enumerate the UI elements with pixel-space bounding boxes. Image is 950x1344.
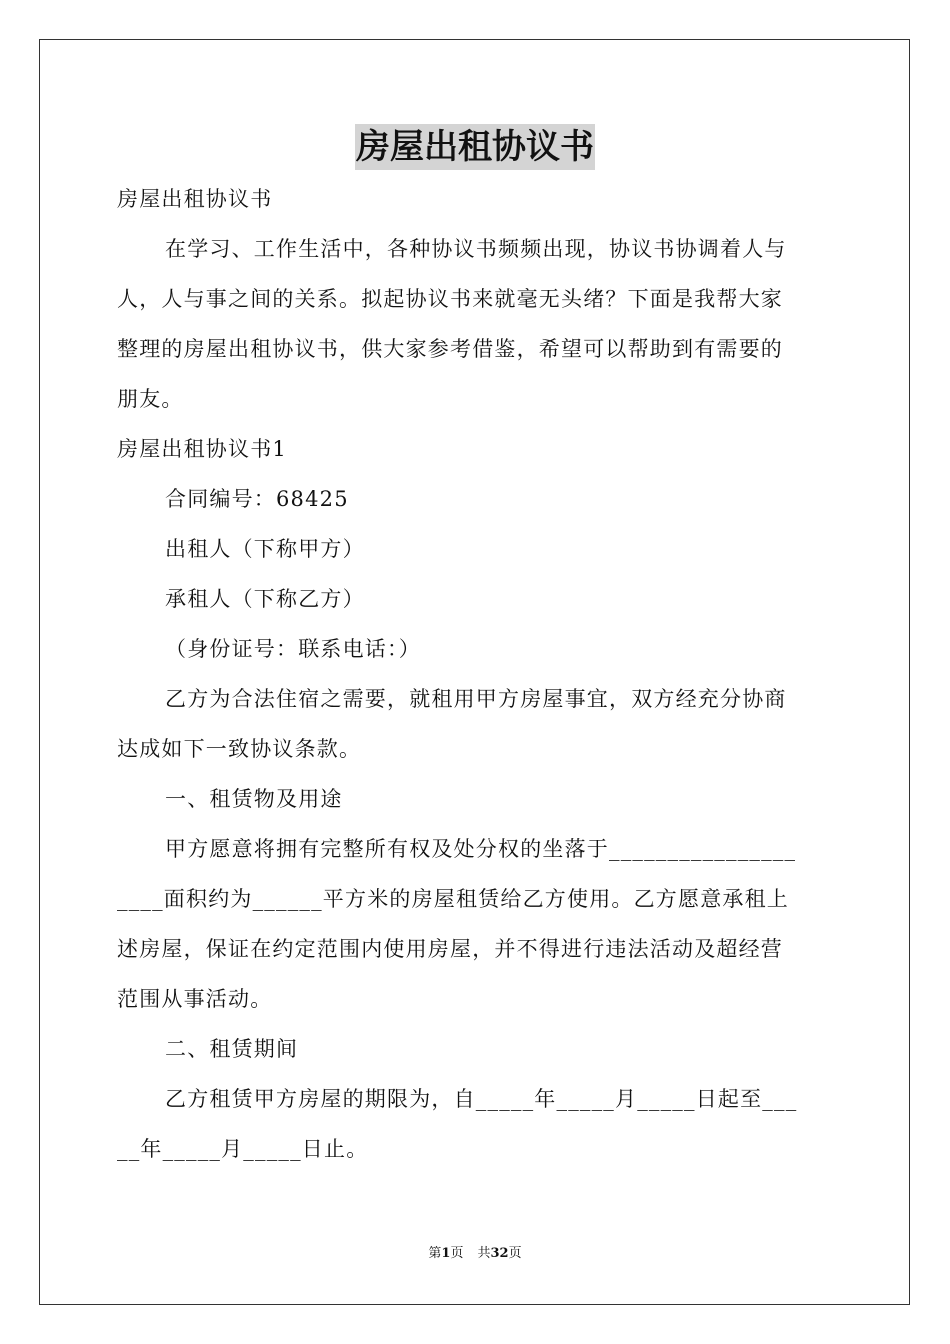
clause-paragraph-line: ____面积约为______平方米的房屋租赁给乙方使用。乙方愿意承租上 — [117, 887, 789, 911]
page-suffix: 页 — [450, 1246, 464, 1261]
clause-heading: 一、租赁物及用途 — [165, 787, 343, 811]
page-current: 1 — [441, 1246, 451, 1261]
clause-paragraph-line: 乙方租赁甲方房屋的期限为，自_____年_____月_____日起至___ — [165, 1087, 798, 1111]
id-contact-line: （身份证号：联系电话：） — [165, 637, 421, 661]
clause-paragraph-line: 甲方愿意将拥有完整所有权及处分权的坐落于________________ — [165, 837, 797, 861]
document-title: 房屋出租协议书 — [355, 124, 595, 170]
section-heading: 房屋出租协议书1 — [117, 437, 287, 461]
page-footer — [0, 1244, 950, 1264]
intro-paragraph-line: 整理的房屋出租协议书，供大家参考借鉴，希望可以帮助到有需要的 — [117, 337, 783, 361]
intro-paragraph-line: 在学习、工作生活中，各种协议书频频出现，协议书协调着人与 — [165, 237, 787, 261]
agreement-paragraph-line: 乙方为合法住宿之需要，就租用甲方房屋事宜，双方经充分协商 — [165, 687, 787, 711]
clause-paragraph-line: __年_____月_____日止。 — [117, 1137, 369, 1161]
subtitle-line: 房屋出租协议书 — [117, 187, 273, 211]
clause-paragraph-line: 述房屋，保证在约定范围内使用房屋，并不得进行违法活动及超经营 — [117, 937, 783, 961]
intro-paragraph-line: 人，人与事之间的关系。拟起协议书来就毫无头绪？下面是我帮大家 — [117, 287, 783, 311]
page-prefix: 第 — [428, 1246, 442, 1261]
total-suffix: 页 — [508, 1246, 522, 1261]
lessee-line: 承租人（下称乙方） — [165, 587, 365, 611]
title-container — [0, 124, 950, 170]
page-border — [39, 39, 910, 1305]
lessor-line: 出租人（下称甲方） — [165, 537, 365, 561]
agreement-paragraph-line: 达成如下一致协议条款。 — [117, 737, 362, 761]
page-total: 32 — [490, 1246, 509, 1261]
clause-heading: 二、租赁期间 — [165, 1037, 299, 1061]
contract-number: 合同编号：68425 — [165, 487, 349, 511]
clause-paragraph-line: 范围从事活动。 — [117, 987, 273, 1011]
intro-paragraph-line: 朋友。 — [117, 387, 184, 411]
total-prefix: 共 — [477, 1246, 491, 1261]
